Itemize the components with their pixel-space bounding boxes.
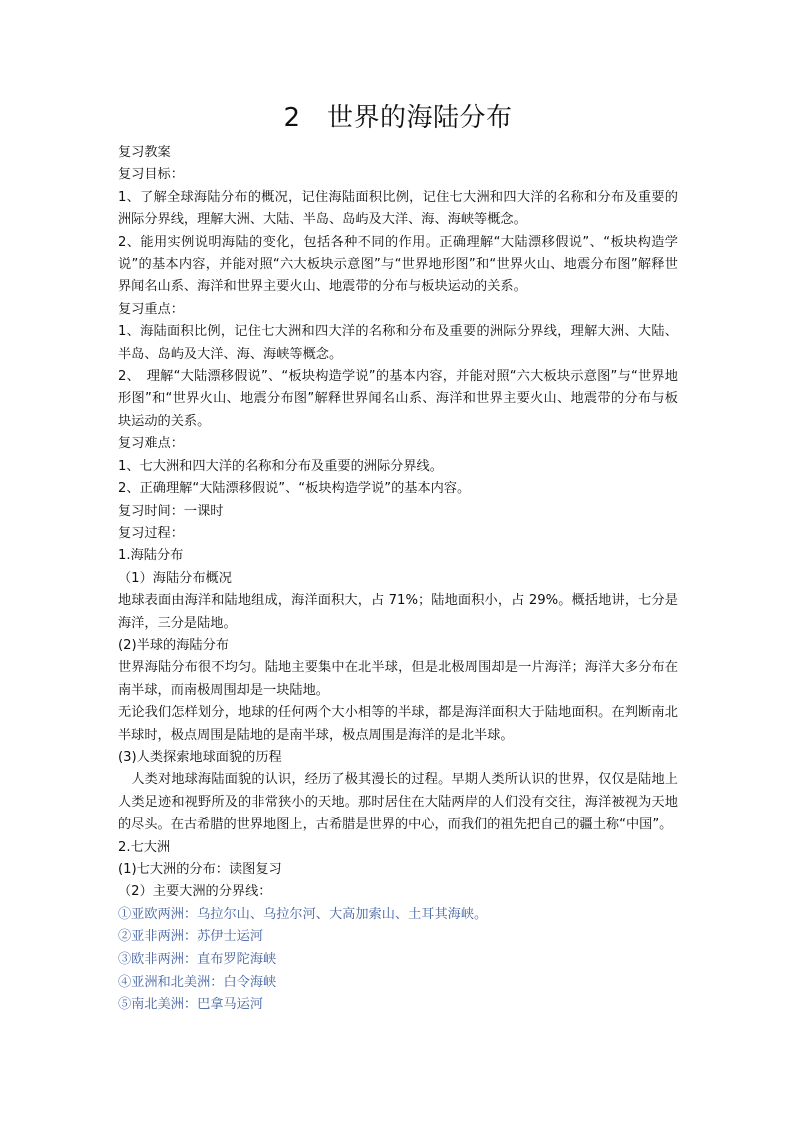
subheading-boundaries: （2）主要大洲的分界线： <box>118 884 272 900</box>
paragraph-process-heading: 复习过程： <box>118 525 184 541</box>
subheading-distribution: (1)七大洲的分布：读图复习 <box>118 862 282 877</box>
paragraph-difficulty-1: 1、七大洲和四大洋的名称和分布及重要的洲际分界线。 <box>118 458 443 474</box>
paragraph-lesson-plan: 复习教案 <box>118 145 171 160</box>
boundary-item: ④亚洲和北美洲：白令海峡 <box>118 974 277 990</box>
paragraph-overview: 地球表面由海洋和陆地组成，海洋面积大，占 71%；陆地面积小，占 29%。概括地讲，七分是海洋，三分是陆地。 <box>118 593 678 631</box>
boundary-item: ①亚欧两洲：乌拉尔山、乌拉尔河、大高加索山、土耳其海峡。 <box>118 906 488 922</box>
boundary-item: ③欧非两洲：直布罗陀海峡 <box>118 952 277 967</box>
section-heading-land-sea: 1.海陆分布 <box>118 548 184 564</box>
subheading-overview: （1）海陆分布概况 <box>118 570 232 586</box>
boundary-item: ⑤南北美洲：巴拿马运河 <box>118 997 264 1013</box>
page-title: 2 世界的海陆分布 <box>283 103 513 133</box>
paragraph-key-point-1: 1、海陆面积比例，记住七大洲和四大洋的名称和分布及重要的洲际分界线，理解大洲、大陆、半岛、岛屿及大洋、海、海峡等概念。 <box>118 324 678 362</box>
paragraph-goals-heading: 复习目标： <box>118 167 184 183</box>
paragraph-goal-2: 2、能用实例说明海陆的变化，包括各种不同的作用。正确理解“大陆漂移假说”、“板块构造学说”的基本内容，并能对照“六大板块示意图”与“世界地形图”和“世界火山、地震分布图”解释世界闻名山系、海洋和世界主要火山、地震带的分布与板块运动的关系。 <box>118 234 678 295</box>
section-heading-continents: 2.七大洲 <box>118 839 171 855</box>
paragraph-key-point-2: 2、 理解“大陆漂移假说”、“板块构造学说”的基本内容，并能对照“六大板块示意图”与“世界地形图”和“世界火山、地震分布图”解释世界闻名山系、海洋和世界主要火山、地震带的分布与板块运动的关系。 <box>118 369 678 429</box>
paragraph-hemisphere-1: 世界海陆分布很不均匀。陆地主要集中在北半球，但是北极周围却是一片海洋；海洋大多分布在南半球，而南极周围却是一块陆地。 <box>118 660 678 698</box>
paragraph-difficulty-2: 2、正确理解“大陆漂移假说”、“板块构造学说”的基本内容。 <box>118 481 471 497</box>
paragraph-time: 复习时间：一课时 <box>118 503 224 519</box>
paragraph-history: 人类对地球海陆面貌的认识，经历了极其漫长的过程。早期人类所认识的世界，仅仅是陆地上人类足迹和视野所及的非常狭小的天地。那时居住在大陆两岸的人们没有交往，海洋被视为天地的尽头。在古希腊的世界地图上，古希腊是世界的中心，而我们的祖先把自己的疆土称“中国”。 <box>118 772 678 833</box>
subheading-hemisphere: (2)半球的海陆分布 <box>118 637 229 653</box>
paragraph-key-points-heading: 复习重点： <box>118 301 184 317</box>
paragraph-goal-1: 1、了解全球海陆分布的概况，记住海陆面积比例，记住七大洲和四大洋的名称和分布及重要的洲际分界线，理解大洲、大陆、半岛、岛屿及大洋、海、海峡等概念。 <box>118 189 678 228</box>
paragraph-difficulties-heading: 复习难点： <box>118 436 184 452</box>
document-page <box>118 100 678 1017</box>
boundary-item: ②亚非两洲：苏伊士运河 <box>118 929 264 945</box>
subheading-history: (3)人类探索地球面貌的历程 <box>118 749 282 765</box>
paragraph-hemisphere-2: 无论我们怎样划分，地球的任何两个大小相等的半球，都是海洋面积大于陆地面积。在判断南北半球时，极点周围是陆地的是南半球，极点周围是海洋的是北半球。 <box>118 705 678 743</box>
